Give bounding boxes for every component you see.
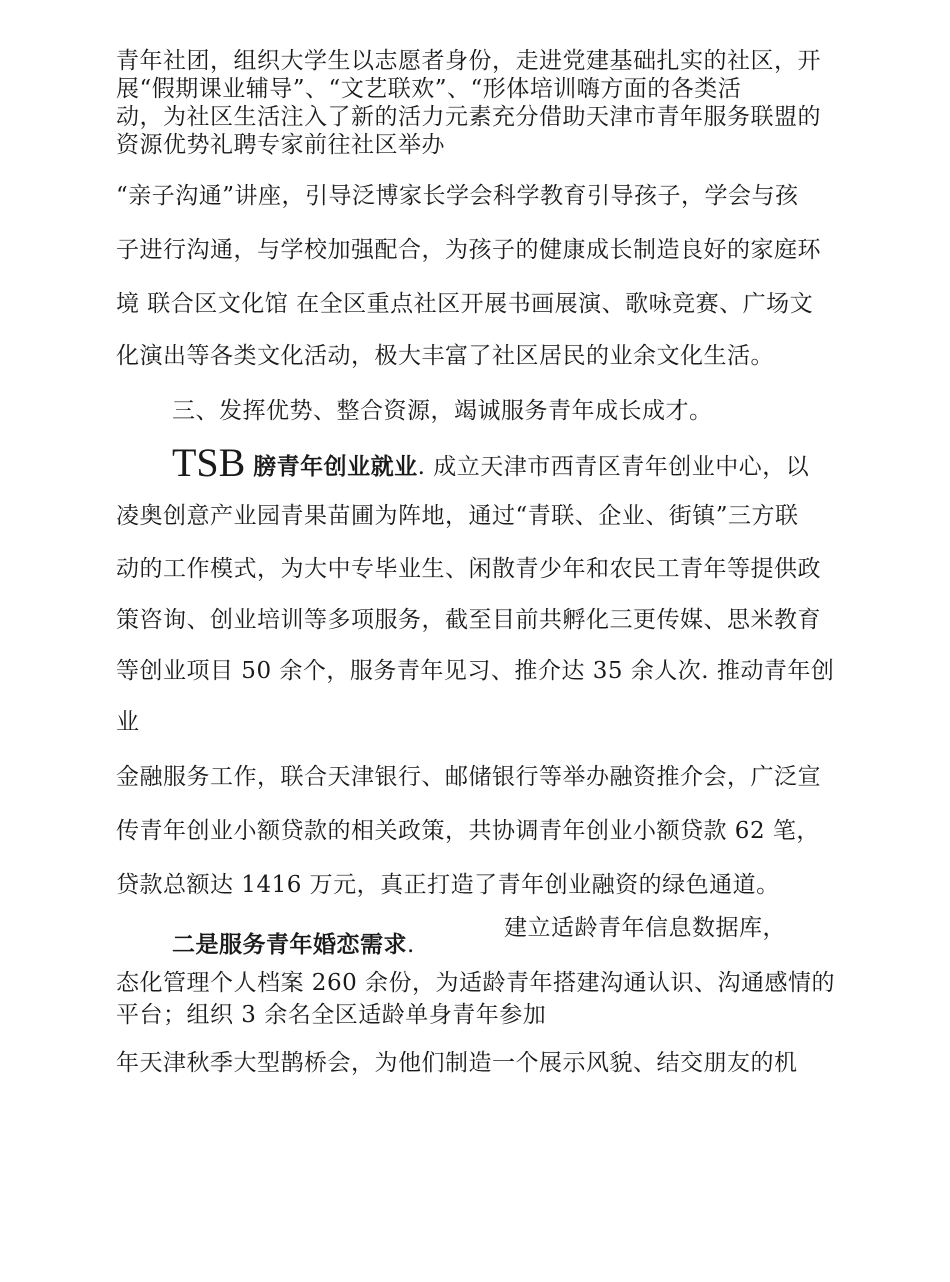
paragraph-line: 资源优势礼聘专家前往社区举办: [116, 132, 445, 158]
paragraph-line: 贷款总额达 1416 万元，真正打造了青年创业融资的绿色通道。: [116, 872, 780, 898]
bold-heading: 二是服务青年婚恋需求: [172, 932, 407, 958]
paragraph-line: 动的工作模式，为大中专毕业生、闲散青少年和农民工青年等提供政: [116, 556, 821, 582]
tsb-mark: TSB: [172, 440, 246, 485]
paragraph-line: 传青年创业小额贷款的相关政策，共协调青年创业小额贷款 62 笔，: [116, 818, 820, 844]
paragraph-line: 化演出等各类文化活动，极大丰富了社区居民的业余文化生活。: [116, 343, 774, 369]
paragraph-heading-line: [172, 932, 415, 958]
paragraph-line: 策咨询、创业培训等多项服务，截至目前共孵化三更传媒、思米教育: [116, 607, 821, 633]
paragraph-line: 动，为社区生活注入了新的活力元素充分借助天津市青年服务联盟的: [116, 104, 821, 130]
paragraph-line: 境 联合区文化馆 在全区重点社区开展书画展演、歌咏竞赛、广场文: [116, 291, 814, 317]
heading-dot: .: [407, 932, 415, 958]
paragraph-line: 平台；组织 3 余名全区适龄单身青年参加: [116, 1002, 547, 1028]
paragraph-lead-line: [172, 440, 810, 485]
paragraph-line: 青年社团，组织大学生以志愿者身份，走进党建基础扎实的社区，开: [116, 48, 821, 74]
paragraph-line: “亲子沟通”讲座，引导泛博家长学会科学教育引导孩子，学会与孩: [116, 183, 799, 209]
paragraph-line: 子进行沟通，与学校加强配合，为孩子的健康成长制造良好的家庭环: [116, 237, 821, 263]
section-heading: 三、发挥优势、整合资源，竭诚服务青年成长成才。: [172, 398, 713, 424]
paragraph-line: 金融服务工作，联合天津银行、邮储银行等举办融资推介会，广泛宣: [116, 764, 821, 790]
bold-lead: 膀青年创业就业: [253, 454, 418, 480]
paragraph-line: 业: [116, 709, 140, 735]
paragraph-line: 年天津秋季大型鹊桥会，为他们制造一个展示风貌、结交朋友的机: [116, 1050, 798, 1076]
floating-text: 建立适龄青年信息数据库，: [504, 915, 786, 941]
paragraph-line: 等创业项目 50 余个，服务青年见习、推介达 35 余人次. 推动青年创: [116, 658, 835, 684]
paragraph-text: . 成立天津市西青区青年创业中心，以: [417, 454, 810, 480]
paragraph-line: 态化管理个人档案 260 余份，为适龄青年搭建沟通认识、沟通感情的: [116, 970, 836, 996]
paragraph-line: 凌奥创意产业园青果苗圃为阵地，通过“青联、企业、街镇”三方联: [116, 503, 799, 529]
paragraph-line: 展“假期课业辅导”、“文艺联欢”、“形体培训嗨方面的各类活: [116, 76, 742, 102]
